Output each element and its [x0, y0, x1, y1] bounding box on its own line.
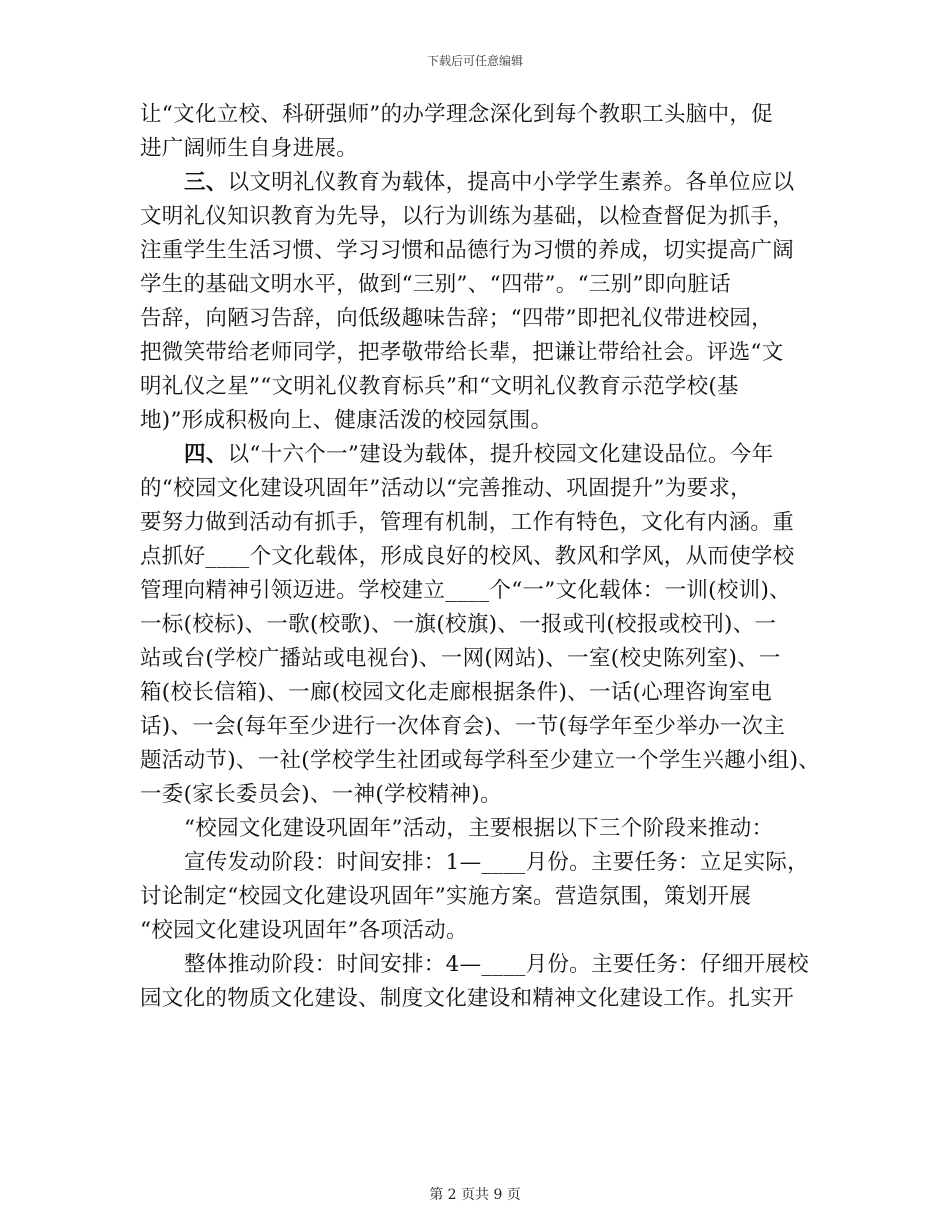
line-text: 注重学生生活习惯、学习习惯和品德行为习惯的养成，切实提高广阔: [140, 238, 795, 263]
text-line: [140, 302, 812, 336]
line-text: 地)”形成积极向上、健康活泼的校园氛围。: [140, 408, 553, 433]
line-text: 一标(校标)、一歌(校歌)、一旗(校旗)、一报或刊(校报或校刊)、一: [140, 612, 777, 637]
line-text: 讨论制定“校园文化建设巩固年”实施方案。营造氛围，策划开展: [140, 884, 752, 909]
text-line: [140, 132, 812, 166]
text-line: [140, 914, 812, 948]
line-text: 一委(家长委员会)、一神(学校精神)。: [140, 782, 502, 807]
line-text: 以“十六个一”建设为载体，提升校园文化建设品位。今年: [227, 442, 774, 467]
line-text: 管理向精神引领迈进。学校建立____个“一”文化载体：一训(校训)、: [140, 578, 791, 603]
text-line: [140, 982, 812, 1016]
line-text: 话)、一会(每年至少进行一次体育会)、一节(每学年至少举办一次主: [140, 714, 786, 739]
text-line: [140, 744, 821, 778]
line-text: 要努力做到活动有抓手，管理有机制，工作有特色，文化有内涵。重: [140, 510, 795, 535]
text-line: [140, 642, 812, 676]
text-line: [140, 234, 812, 268]
line-text: 园文化的物质文化建设、制度文化建设和精神文化建设工作。扎实开: [140, 986, 795, 1011]
text-line: [140, 200, 812, 234]
text-line: [140, 166, 812, 200]
text-line: [140, 710, 812, 744]
text-line: [140, 404, 812, 438]
document-body: [140, 98, 821, 1016]
line-text: “校园文化建设巩固年”活动，主要根据以下三个阶段来推动：: [184, 816, 774, 841]
text-line: [140, 574, 812, 608]
section-number: 四、: [184, 442, 228, 467]
text-line: [140, 98, 812, 132]
line-text: 站或台(学校广播站或电视台)、一网(网站)、一室(校史陈列室)、一: [140, 646, 781, 671]
line-text: 的“校园文化建设巩固年”活动以“完善推动、巩固提升”为要求，: [140, 476, 752, 501]
text-line: [140, 608, 812, 642]
text-line: [140, 370, 812, 404]
text-line: [140, 336, 812, 370]
line-text: 箱(校长信箱)、一廊(校园文化走廊根据条件)、一话(心理咨询室电: [140, 680, 773, 705]
line-text: 学生的基础文明水平，做到“三别”、“四带”。“三别”即向脏话: [140, 272, 731, 297]
line-text: 让“文化立校、科研强师”的办学理念深化到每个教职工头脑中，促: [140, 102, 773, 127]
text-line: [140, 676, 812, 710]
text-line: [140, 540, 812, 574]
page-footer: 第 2 页共 9 页: [429, 1187, 521, 1203]
text-line: [140, 880, 812, 914]
line-text: “校园文化建设巩固年”各项活动。: [140, 918, 468, 943]
text-line: [140, 472, 812, 506]
text-line: [140, 268, 812, 302]
line-text: 告辞，向陋习告辞，向低级趣味告辞；“四带”即把礼仪带进校园，: [140, 306, 773, 331]
text-line: [140, 438, 812, 472]
line-text: 以文明礼仪教育为载体，提高中小学学生素养。各单位应以: [227, 170, 795, 195]
line-text: 整体推动阶段：时间安排：4—____月份。主要任务：仔细开展校: [184, 952, 809, 977]
line-text: 把微笑带给老师同学，把孝敬带给长辈，把谦让带给社会。评选“文: [140, 340, 784, 365]
line-text: 进广阔师生自身进展。: [140, 136, 359, 161]
line-text: 题活动节)、一社(学校学生社团或每学科至少建立一个学生兴趣小组)、: [140, 748, 821, 773]
line-text: 明礼仪之星”“文明礼仪教育标兵”和“文明礼仪教育示范学校(基: [140, 374, 739, 399]
page-header: 下载后可任意编辑: [426, 54, 523, 68]
text-line: [140, 506, 812, 540]
text-line: [140, 812, 812, 846]
line-text: 文明礼仪知识教育为先导，以行为训练为基础，以检查督促为抓手，: [140, 204, 795, 229]
text-line: [140, 948, 812, 982]
section-number: 三、: [184, 170, 228, 195]
line-text: 宣传发动阶段：时间安排：1—____月份。主要任务：立足实际，: [184, 850, 809, 875]
line-text: 点抓好____个文化载体，形成良好的校风、教风和学风，从而使学校: [140, 544, 795, 569]
text-line: [140, 846, 812, 880]
text-line: [140, 778, 812, 812]
